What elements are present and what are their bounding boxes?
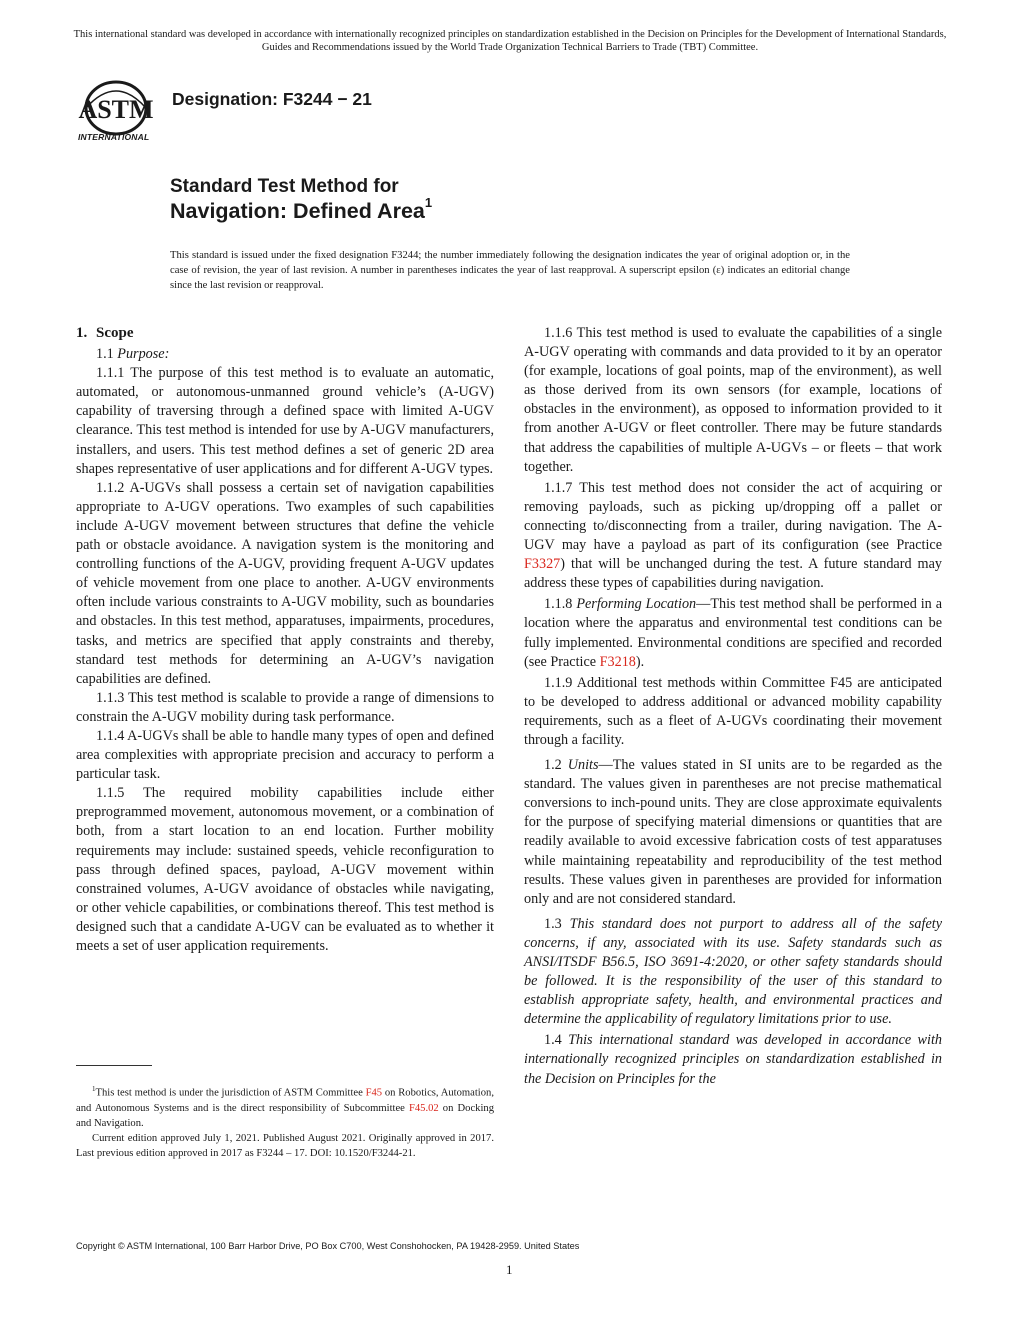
link-f3327[interactable]: F3327: [524, 556, 561, 573]
left-column: [76, 324, 494, 956]
link-f45[interactable]: F45: [365, 1087, 383, 1099]
title-footnote-mark: 1: [424, 195, 433, 210]
section-1-3: 1.3 This standard does not purport to address all of the safety concerns, if any, associated with its use. Safety standards such as ANSI/ITSDF B56.5, ISO 3691-4:2020, or other safety standards should be followed. It is the responsibility of the user of this standard to establish appropriate safety, health, and environmental practices and determine the applicability of regulatory limitations prior to use.: [524, 915, 942, 1028]
section-1-2: 1.2 Units—The values stated in SI units are to be regarded as the standard. The values given in parentheses are not precise mathematical conversions to inch-pound units. They are close approximate equivalents for the purpose of specifying material dimensions or quantities that are readily available to avoid excessive fabrication costs of test apparatuses while maintaining repeatability and reproducibility of the test method results. These values given in parentheses are provided for information only and are not considered standard.: [524, 757, 942, 907]
section-1-1-4: 1.1.4 A-UGVs shall be able to handle many types of open and defined area complexities with appropriate precision and accuracy to perform a particular task.: [76, 727, 494, 783]
section-1-4: 1.4 This international standard was developed in accordance with internationally recognized principles on standardization established in the Decision on Principles for the: [524, 1032, 942, 1087]
section-1-1-8: 1.1.8 Performing Location—This test method shall be performed in a location where the apparatus and environmental test conditions can be fully implemented. Environmental conditions are specified and recorded (see Practice F3218).: [524, 596, 942, 670]
issue-notice: This standard is issued under the fixed designation F3244; the number immediately following the designation indicates the year of original adoption or, in the case of revision, the year of last revision. A number in parentheses indicates the year of last reapproval. A superscript epsilon (ε) indicates an editorial change since the last revision or reapproval.: [170, 250, 850, 291]
logo-mark: ASTM: [78, 95, 154, 124]
section-1-1: 1.1 Purpose:: [96, 346, 170, 363]
section-1-1-2: 1.1.2 A-UGVs shall possess a certain set of navigation capabilities appropriate to A-UGV operations. Two examples of such capabilities include A-UGV movement between structures that define the vehicle path or obstacle avoidance. A navigation system is the monitoring and controlling functions of the A-UGV, providing frequent A-UGV updates of vehicle movement from one place to another. A-UGV environments often include various constraints to A-UGV mobility, such as boundaries and obstacles. In this test method, apparatuses, impairments, procedures, tasks, and metrics are specified that apply constraints and thereby, standard test methods for determining an A-UGV’s navigation capabilities are defined.: [76, 479, 494, 687]
title-text: Navigation: Defined Area: [170, 199, 425, 224]
section-heading: 1. Scope: [76, 325, 134, 341]
copyright: Copyright © ASTM International, 100 Barr Harbor Drive, PO Box C700, West Conshohocken, PA 19428-2959. United States: [76, 1241, 580, 1251]
page-number: 1: [506, 1262, 513, 1277]
link-f3218[interactable]: F3218: [599, 653, 636, 670]
title-line-1: Standard Test Method for: [170, 176, 399, 197]
footnote-p1: $^1$This test method is under the jurisdiction of ASTM Committee F45 on Robotics, Automation, and Autonomous Systems and is the direct responsibility of Subcommittee F45.02 on Docking and Navigation.: [76, 1085, 494, 1129]
footnote-p2: Current edition approved July 1, 2021. Published August 2021. Originally approved in 2017. Last previous edition approved in 2017 as F3244 – 17. DOI: 10.1520/F3244-21.: [76, 1133, 494, 1160]
section-1-1-1: 1.1.1 The purpose of this test method is to evaluate an automatic, automated, or autonomous-unmanned ground vehicle’s (A-UGV) capability of traversing through a defined space with limited A-UGV clearance. This test method is intended for use by A-UGV manufacturers, installers, and users. This test method defines a set of generic 2D area shapes representative of user applications and for different A-UGV types.: [76, 365, 494, 477]
footnote: [76, 1082, 494, 1162]
logo-text: INTERNATIONAL: [78, 132, 150, 142]
title-line-2: [170, 195, 433, 224]
footnote-divider: [76, 1065, 152, 1066]
top-notice: This international standard was developed in accordance with internationally recognized principles on standardization established in the Decision on Principles for the Development of International Standards, Guides and Recommendations issued by the World Trade Organization Technical Barriers to Trade (TBT) Committee.: [73, 29, 947, 53]
section-1-1-3: 1.1.3 This test method is scalable to provide a range of dimensions to constrain the A-UGV mobility during task performance.: [76, 689, 494, 725]
section-1-1-7: 1.1.7 This test method does not consider the act of acquiring or removing payloads, such as picking up/dropping off a pallet or connecting to/disconnecting from a trailer, during navigation. The A-UGV may have a payload as part of its configuration (see Practice F3327) that will be unchanged during the test. A future standard may address these types of capabilities during navigation.: [524, 479, 942, 592]
section-1-1-6: 1.1.6 This test method is used to evaluate the capabilities of a single A-UGV operating with commands and data provided to it by an operator (for example, locations of goal points, map of the environment), as well as those derived from its own sensors (for example, locations of obstacles in the environment), as opposed to information provided to it from another A-UGV or fleet controller. There may be future standards that address the capabilities of multiple A-UGVs – or fleets – that work together.: [524, 325, 942, 475]
section-1-1-5: 1.1.5 The required mobility capabilities include either preprogrammed movement, autonomous movement, or a combination of both, from a start location to an end location. Further mobility requirements may include: sustained speeds, vehicle reconfiguration to pass through defined spaces, payload, A-UGV movement within constrained volumes, A-UGV avoidance of obstacles while navigating, or other vehicle capabilities, or combinations thereof. This test method is designed such that a candidate A-UGV can be evaluated as to whether it meets a set of user application requirements.: [76, 785, 494, 954]
section-1-1-9: 1.1.9 Additional test methods within Committee F45 are anticipated to be developed to address additional or advanced mobility capability requirements, such as a fleet of A-UGVs coordinating their movement through a facility.: [524, 674, 942, 748]
right-column: [524, 324, 942, 1089]
designation: Designation: F3244 − 21: [172, 89, 372, 109]
link-f45-02[interactable]: F45.02: [408, 1102, 439, 1114]
